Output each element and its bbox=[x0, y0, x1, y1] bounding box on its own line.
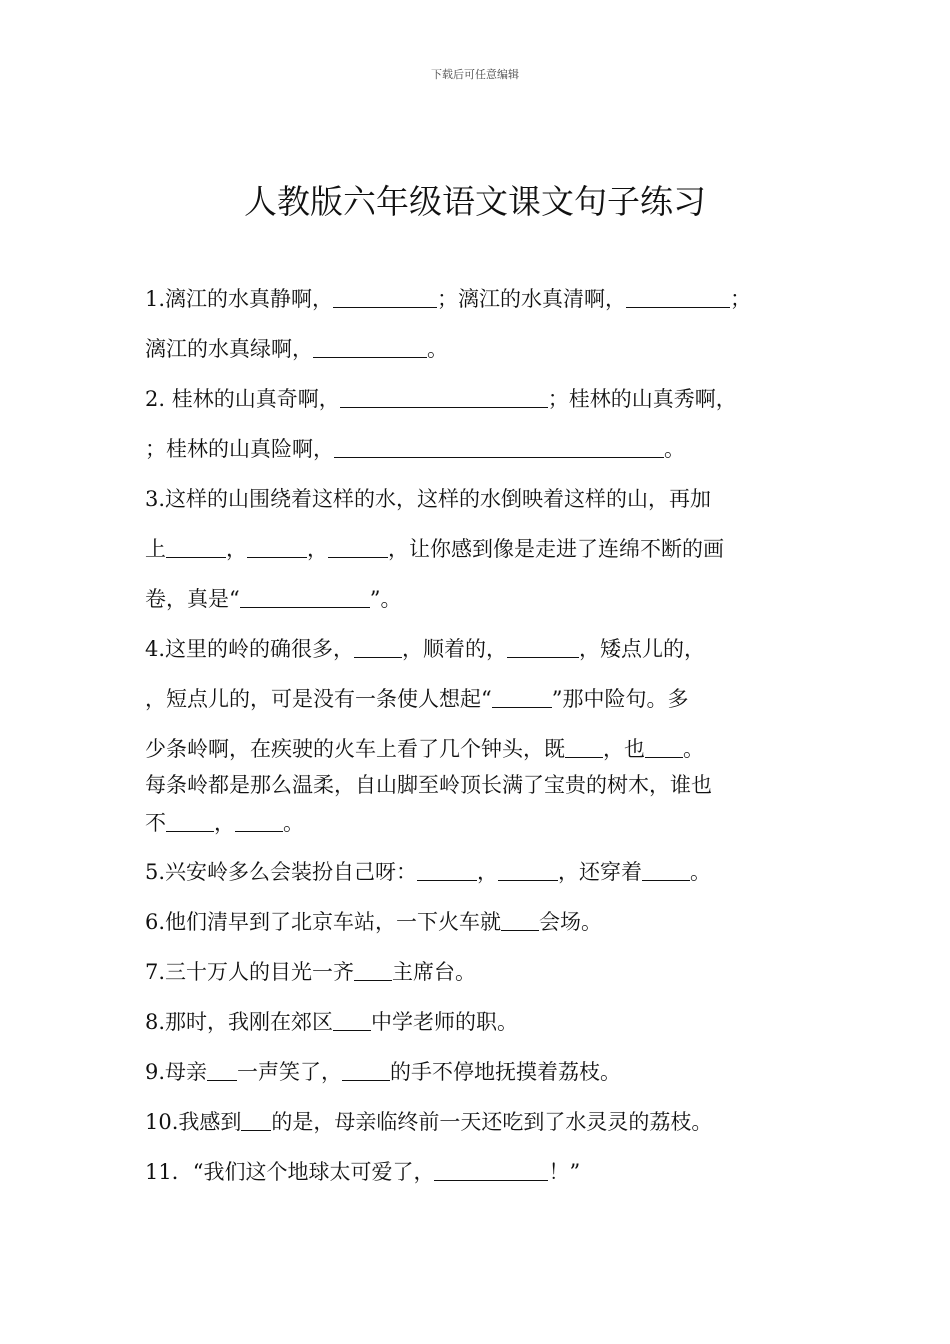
exercise-line-9 bbox=[145, 684, 845, 714]
line-text: 。 bbox=[283, 811, 304, 835]
line-text: 少条岭啊，在疾驶的火车上看了几个钟头，既 bbox=[145, 737, 565, 761]
header-note: 下载后可任意编辑 bbox=[431, 68, 519, 81]
exercise-line-7 bbox=[145, 584, 845, 614]
exercise-line-16 bbox=[145, 1007, 845, 1037]
fill-blank[interactable] bbox=[434, 1158, 548, 1181]
exercise-line-4 bbox=[145, 434, 845, 464]
fill-blank[interactable] bbox=[507, 635, 579, 658]
fill-blank[interactable] bbox=[642, 858, 690, 881]
exercise-line-6 bbox=[145, 534, 845, 564]
line-text: ”。 bbox=[369, 587, 402, 611]
line-text: 2. 桂林的山真奇啊， bbox=[145, 387, 340, 411]
fill-blank[interactable] bbox=[166, 809, 214, 832]
fill-blank[interactable] bbox=[498, 858, 558, 881]
line-text: 6.他们清早到了北京车站，一下火车就 bbox=[145, 910, 502, 934]
fill-blank[interactable] bbox=[333, 1008, 371, 1031]
fill-blank[interactable] bbox=[645, 735, 683, 758]
line-text: 的是，母亲临终前一天还吃到了水灵灵的荔枝。 bbox=[271, 1110, 713, 1134]
line-text: 3.这样的山围绕着这样的水，这样的水倒映着这样的山，再加 bbox=[145, 487, 712, 511]
line-text: ，还穿着 bbox=[558, 860, 643, 884]
exercise-line-5 bbox=[145, 484, 845, 514]
line-text: 每条岭都是那么温柔，自山脚至岭顶长满了宝贵的树木，谁也 bbox=[145, 773, 712, 797]
line-text: 8.那时，我刚在郊区 bbox=[145, 1010, 334, 1034]
line-text: 1.漓江的水真静啊， bbox=[145, 287, 334, 311]
line-text: ！” bbox=[548, 1160, 581, 1184]
fill-blank[interactable] bbox=[235, 809, 283, 832]
exercise-line-19 bbox=[145, 1157, 845, 1187]
line-text: 11．“我们这个地球太可爱了， bbox=[145, 1160, 435, 1184]
line-text: ，短点儿的，可是没有一条使人想起“ bbox=[145, 687, 492, 711]
exercise-line-15 bbox=[145, 957, 845, 987]
line-text: ，顺着的， bbox=[402, 637, 508, 661]
line-text: ； bbox=[730, 287, 752, 311]
exercise-line-14 bbox=[145, 907, 845, 937]
fill-blank[interactable] bbox=[354, 635, 402, 658]
exercise-line-2 bbox=[145, 334, 845, 364]
fill-blank[interactable] bbox=[166, 535, 226, 558]
exercise-line-10 bbox=[145, 734, 845, 764]
line-text: 。 bbox=[683, 737, 704, 761]
line-text: ，也 bbox=[603, 737, 645, 761]
exercise-line-8 bbox=[145, 634, 845, 664]
fill-blank[interactable] bbox=[492, 685, 552, 708]
line-text: ；桂林的山真秀啊， bbox=[547, 387, 737, 411]
fill-blank[interactable] bbox=[241, 1108, 271, 1131]
fill-blank[interactable] bbox=[333, 285, 437, 308]
line-text: ， bbox=[226, 537, 247, 561]
fill-blank[interactable] bbox=[328, 535, 388, 558]
line-text: 10.我感到 bbox=[145, 1110, 242, 1134]
line-text: ；桂林的山真险啊， bbox=[145, 437, 334, 461]
fill-blank[interactable] bbox=[240, 585, 370, 608]
page-title: 人教版六年级语文课文句子练习 bbox=[244, 182, 706, 221]
fill-blank[interactable] bbox=[626, 285, 730, 308]
fill-blank[interactable] bbox=[207, 1058, 237, 1081]
line-text: ”那中险句。多 bbox=[551, 687, 689, 711]
line-text: 5.兴安岭多么会装扮自己呀： bbox=[145, 860, 418, 884]
exercise-line-1 bbox=[145, 284, 845, 314]
line-text: 7.三十万人的目光一齐 bbox=[145, 960, 355, 984]
fill-blank[interactable] bbox=[342, 1058, 390, 1081]
line-text: 的手不停地抚摸着荔枝。 bbox=[390, 1060, 622, 1084]
line-text: 漓江的水真绿啊， bbox=[145, 337, 313, 361]
line-text: 会场。 bbox=[539, 910, 603, 934]
line-text: ；漓江的水真清啊， bbox=[437, 287, 627, 311]
line-text: 主席台。 bbox=[392, 960, 477, 984]
line-text: ，让你感到像是走进了连绵不断的画 bbox=[388, 537, 724, 561]
line-text: ， bbox=[477, 860, 499, 884]
fill-blank[interactable] bbox=[354, 958, 392, 981]
fill-blank[interactable] bbox=[313, 335, 427, 358]
line-text: ， bbox=[307, 537, 328, 561]
line-text: ，矮点儿的， bbox=[579, 637, 706, 661]
line-text: 上 bbox=[145, 537, 166, 561]
line-text: 。 bbox=[664, 437, 685, 461]
fill-blank[interactable] bbox=[501, 908, 539, 931]
fill-blank[interactable] bbox=[334, 435, 664, 458]
exercise-line-18 bbox=[145, 1107, 845, 1137]
exercise-line-12 bbox=[145, 808, 845, 838]
fill-blank[interactable] bbox=[417, 858, 477, 881]
line-text: 4.这里的岭的确很多， bbox=[145, 637, 355, 661]
line-text: 中学老师的职。 bbox=[371, 1010, 519, 1034]
fill-blank[interactable] bbox=[340, 385, 548, 408]
exercise-line-11 bbox=[145, 770, 845, 800]
line-text: ， bbox=[214, 811, 235, 835]
fill-blank[interactable] bbox=[565, 735, 603, 758]
line-text: 一声笑了， bbox=[237, 1060, 343, 1084]
exercise-line-13 bbox=[145, 857, 845, 887]
line-text: 9.母亲 bbox=[145, 1060, 208, 1084]
exercise-line-3 bbox=[145, 384, 845, 414]
fill-blank[interactable] bbox=[247, 535, 307, 558]
exercise-line-17 bbox=[145, 1057, 845, 1087]
line-text: 不 bbox=[145, 811, 166, 835]
line-text: 。 bbox=[690, 860, 712, 884]
line-text: 卷，真是“ bbox=[145, 587, 240, 611]
line-text: 。 bbox=[427, 337, 448, 361]
